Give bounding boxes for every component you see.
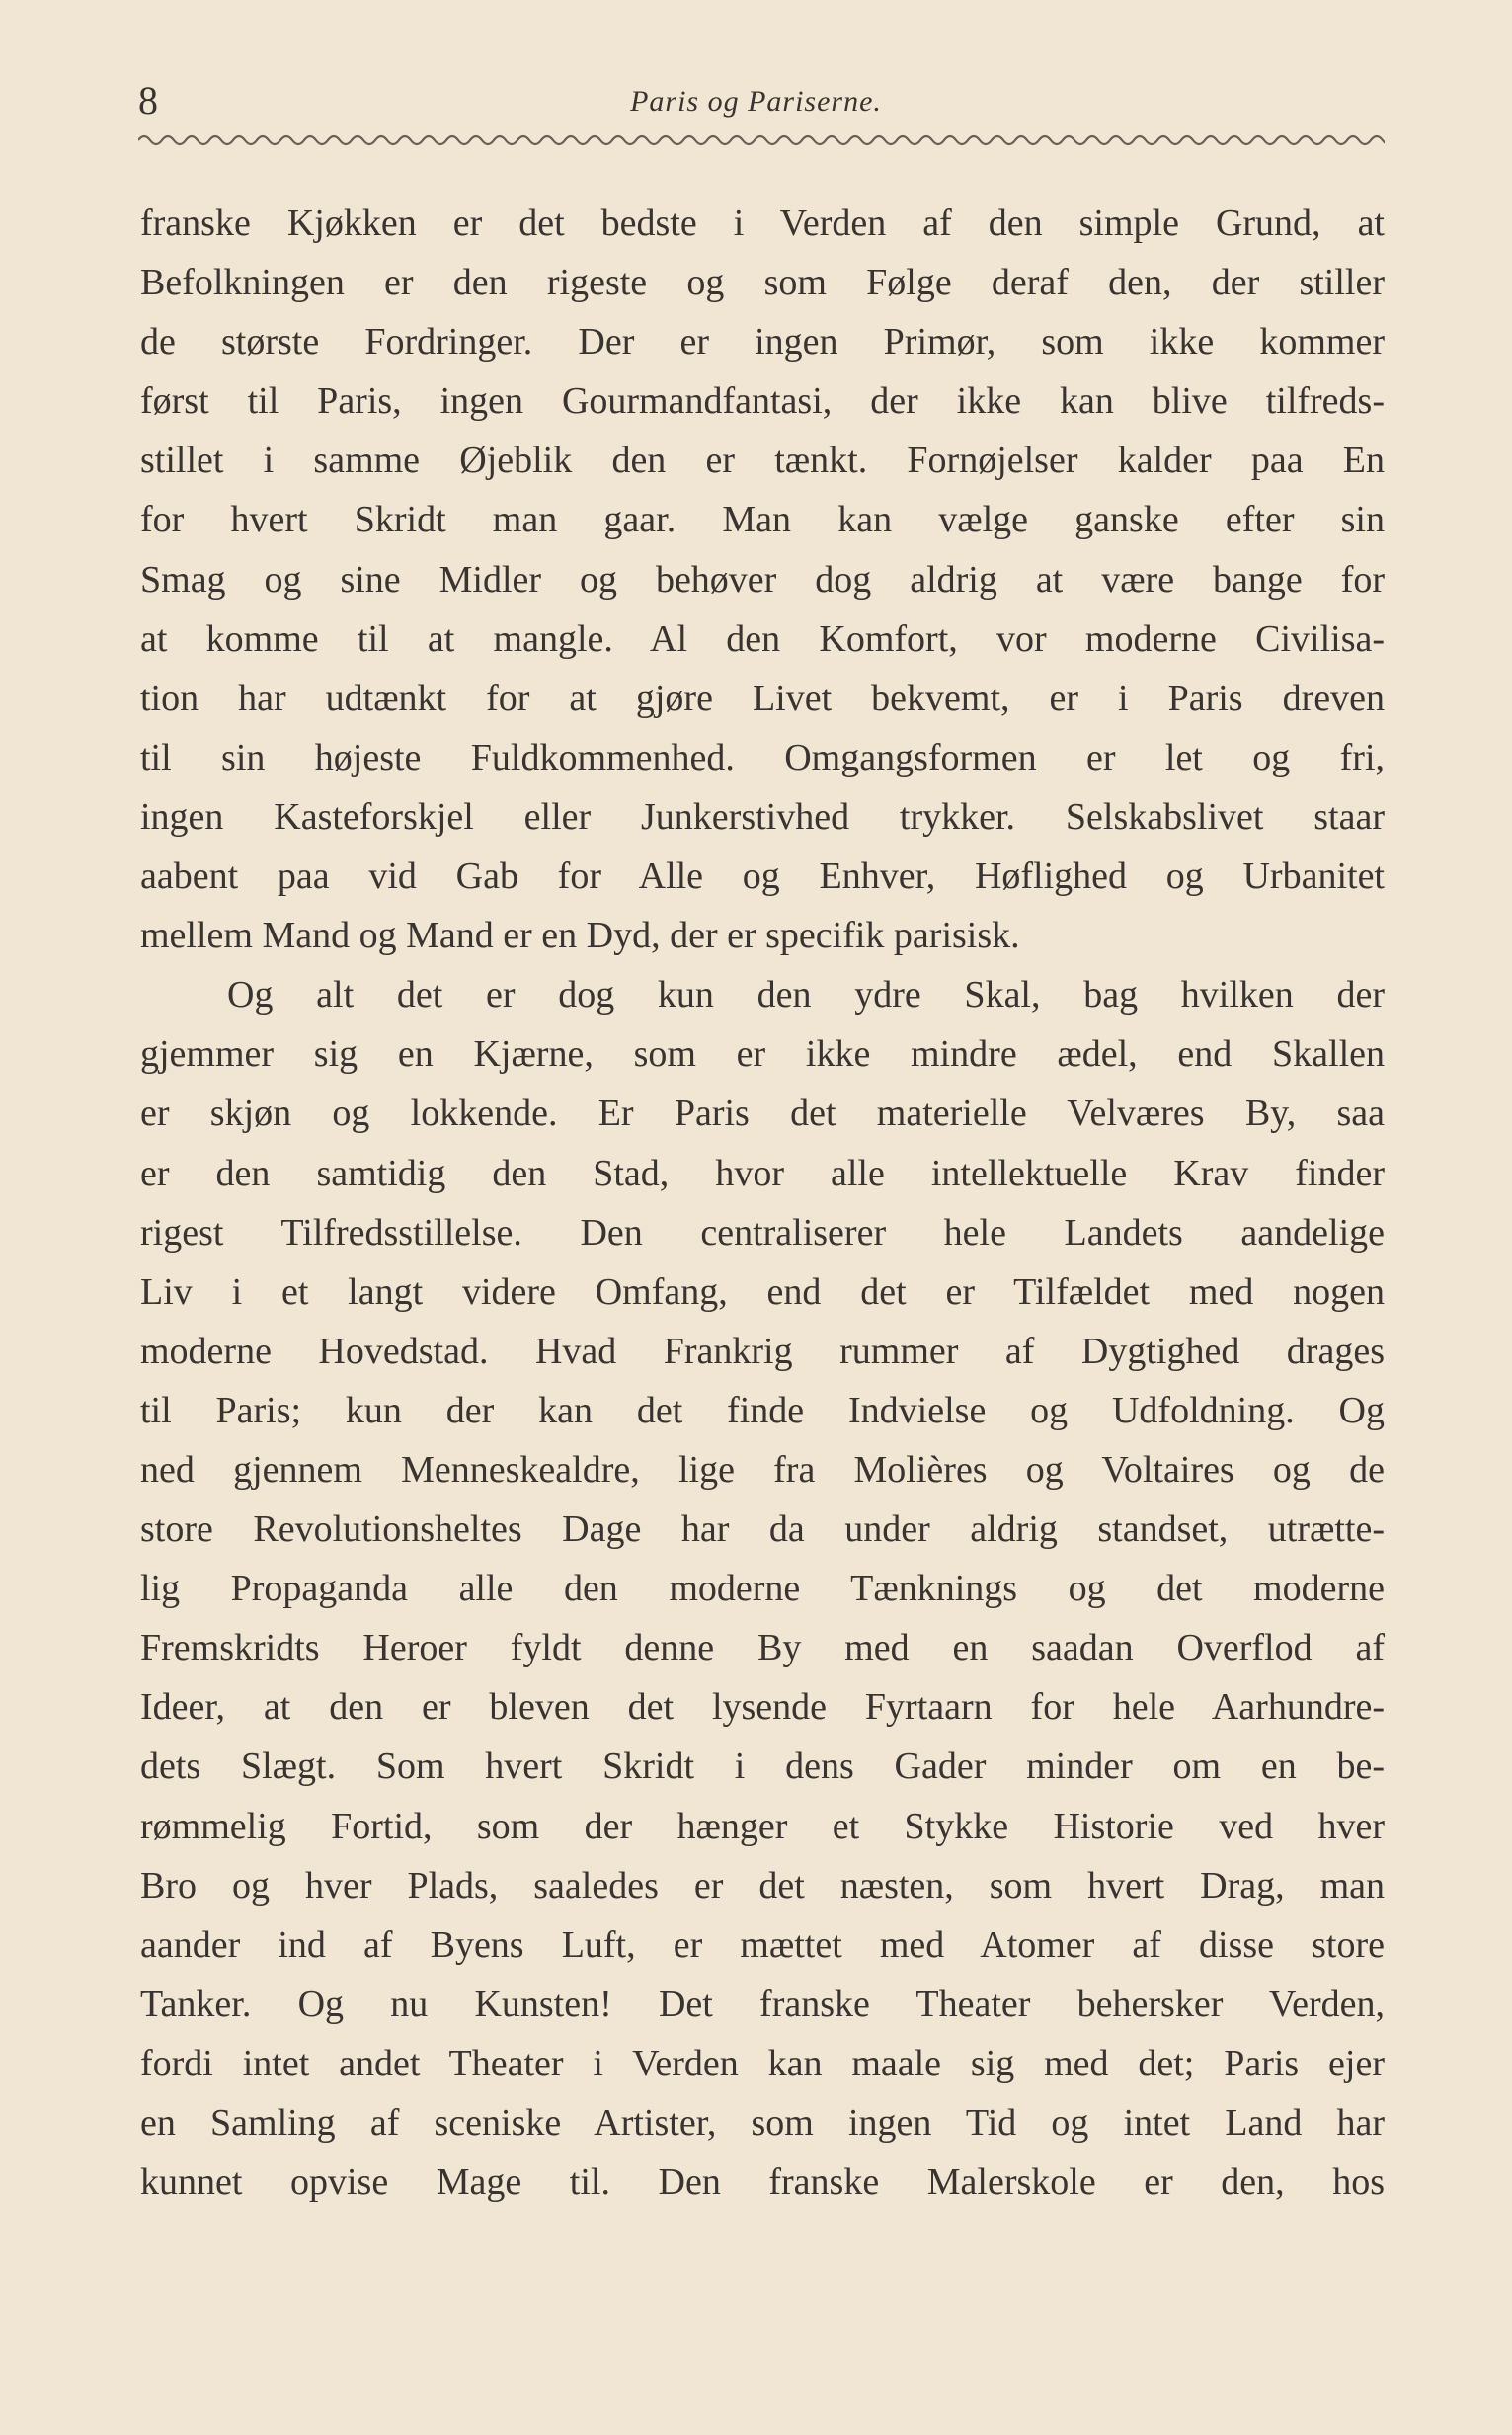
text-line: gjemmer sig en Kjærne, som er ikke mindre ædel, end Skallen (140, 1033, 1385, 1076)
text-line: ned gjennem Menneskealdre, lige fra Molières og Voltaires og de (140, 1448, 1385, 1491)
ornamental-rule (138, 126, 1385, 152)
text-line: moderne Hovedstad. Hvad Frankrig rummer af Dygtighed drages (140, 1330, 1385, 1372)
text-line: Befolkningen er den rigeste og som Følge deraf den, der stiller (140, 262, 1385, 304)
text-line: franske Kjøkken er det bedste i Verden af den simple Grund, at (140, 203, 1385, 244)
text-line: til sin højeste Fuldkommenhed. Omgangsformen er let og fri, (140, 736, 1385, 778)
text-line: mellem Mand og Mand er en Dyd, der er specifik parisisk. (140, 915, 1020, 957)
text-line: en Samling af sceniske Artister, som ingen Tid og intet Land har (140, 2102, 1385, 2144)
text-line: Smag og sine Midler og behøver dog aldrig at være bange for (140, 558, 1385, 601)
text-line: ingen Kasteforskjel eller Junkerstivhed trykker. Selskabslivet staar (140, 795, 1385, 838)
text-line: rømmelig Fortid, som der hænger et Stykke Historie ved hver (140, 1805, 1385, 1847)
text-line: Liv i et langt videre Omfang, end det er Tilfældet med nogen (140, 1270, 1385, 1313)
text-line: Tanker. Og nu Kunsten! Det franske Theater behersker Verden, (140, 1983, 1385, 2025)
text-line: Og alt det er dog kun den ydre Skal, bag hvilken der (227, 974, 1385, 1016)
text-line: til Paris; kun der kan det finde Indvielse og Udfoldning. Og (140, 1389, 1385, 1431)
text-line: kunnet opvise Mage til. Den franske Malerskole er den, hos (140, 2161, 1385, 2204)
page-number: 8 (138, 78, 158, 122)
text-line: at komme til at mangle. Al den Komfort, vor moderne Civilisa- (140, 617, 1385, 660)
text-line: dets Slægt. Som hvert Skridt i dens Gader minder om en be- (140, 1745, 1385, 1788)
text-line: først til Paris, ingen Gourmandfantasi, der ikke kan blive tilfreds- (140, 380, 1385, 423)
text-line: stillet i samme Øjeblik den er tænkt. Fornøjelser kalder paa En (140, 440, 1385, 482)
text-line: er skjøn og lokkende. Er Paris det materielle Velværes By, saa (140, 1093, 1385, 1135)
text-line: for hvert Skridt man gaar. Man kan vælge ganske efter sin (140, 499, 1385, 541)
text-line: er den samtidig den Stad, hvor alle intellektuelle Krav finder (140, 1152, 1385, 1194)
text-line: Ideer, at den er bleven det lysende Fyrtaarn for hele Aarhundre- (140, 1686, 1385, 1729)
text-line: aabent paa vid Gab for Alle og Enhver, Høflighed og Urbanitet (140, 855, 1385, 898)
text-line: Fremskridts Heroer fyldt denne By med en saadan Overflod af (140, 1627, 1385, 1669)
text-line: rigest Tilfredsstillelse. Den centraliserer hele Landets aandelige (140, 1211, 1385, 1254)
text-line: tion har udtænkt for at gjøre Livet bekvemt, er i Paris dreven (140, 677, 1385, 719)
body-text (140, 194, 1385, 2212)
text-line: aander ind af Byens Luft, er mættet med Atomer af disse store (140, 1923, 1385, 1966)
text-line: fordi intet andet Theater i Verden kan maale sig med det; Paris ejer (140, 2042, 1385, 2084)
text-line: lig Propaganda alle den moderne Tænknings og det moderne (140, 1568, 1385, 1610)
text-line: store Revolutionsheltes Dage har da under aldrig standset, utrætte- (140, 1508, 1385, 1551)
text-line: de største Fordringer. Der er ingen Primør, som ikke kommer (140, 321, 1385, 364)
running-title: Paris og Pariserne. (630, 85, 882, 118)
text-line: Bro og hver Plads, saaledes er det næsten, som hvert Drag, man (140, 1864, 1385, 1907)
